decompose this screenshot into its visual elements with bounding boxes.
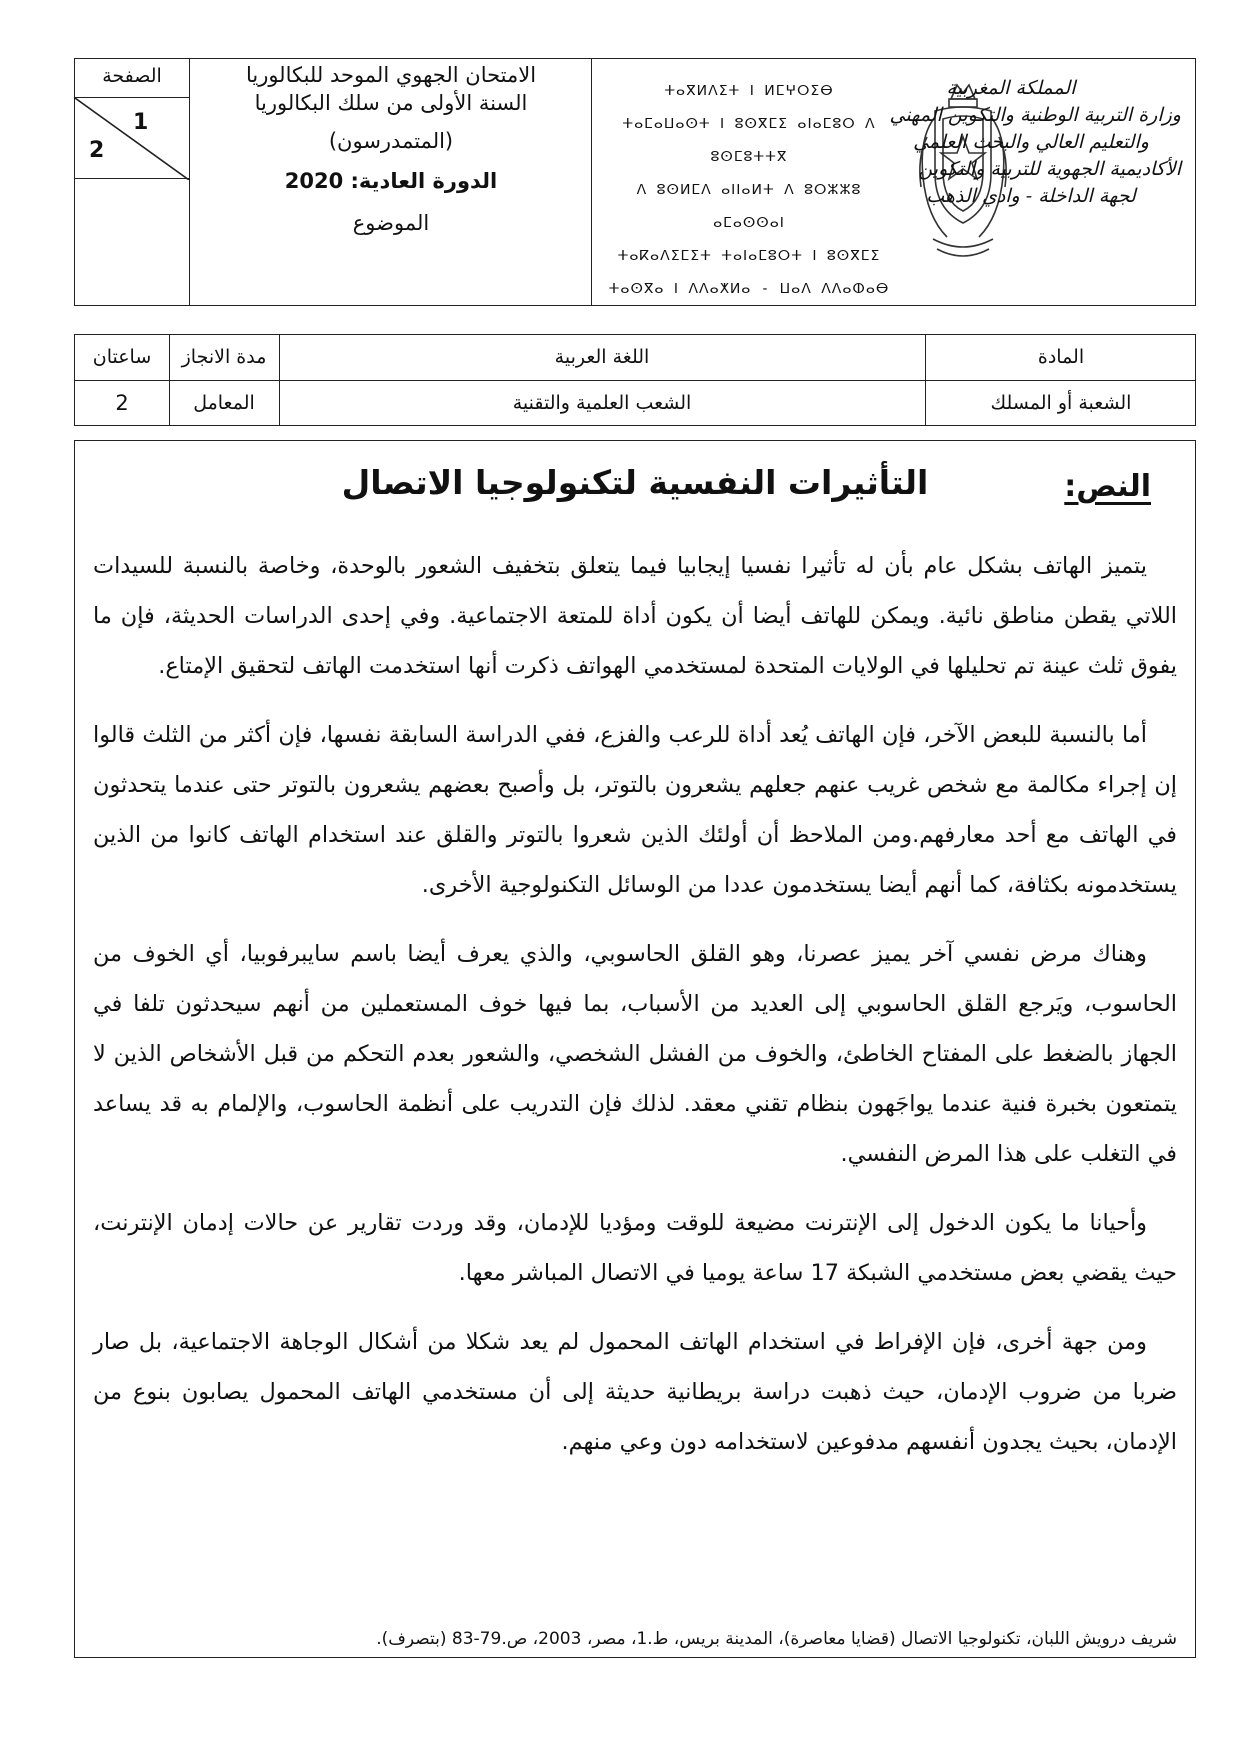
duration-label: مدة الانجاز bbox=[181, 346, 267, 368]
exam-year-level: السنة الأولى من سلك البكالوريا bbox=[254, 91, 528, 115]
ministry-name-arabic bbox=[881, 75, 1181, 210]
exam-header bbox=[74, 58, 1196, 306]
tifinagh-line: ⵜⴰⵙⴳⴰ ⵏ ⴷⴷⴰⵅⵍⴰ - ⵡⴰⴷ ⴷⴷⴰⵀⴰⴱ bbox=[608, 281, 890, 297]
paragraph: وأحيانا ما يكون الدخول إلى الإنترنت مضيعة للوقت ومؤديا للإدمان، وقد وردت تقارير عن حالات إدمان الإنترنت، حيث يقضي بعض مستخدمي الشبكة 17 ساعة يوميا في الاتصال المباشر معها. bbox=[93, 1210, 1177, 1286]
exam-candidates: (المتمدرسون) bbox=[328, 129, 454, 153]
tifinagh-line: ⵜⴰⵎⴰⵡⴰⵙⵜ ⵏ ⵓⵙⴳⵎⵉ ⴰⵏⴰⵎⵓⵔ ⴷ ⵓⵙⵎⵓⵜⵜⴳ bbox=[622, 116, 876, 165]
exam-session: الدورة العادية: 2020 bbox=[284, 169, 498, 193]
ministry-line: والتعليم العالي والبحث العلمي bbox=[913, 131, 1149, 153]
region-line: لجهة الداخلة - وادي الذهب bbox=[926, 185, 1136, 207]
branch-label: الشعبة أو المسلك bbox=[990, 392, 1132, 414]
reading-text-box bbox=[74, 440, 1196, 1658]
coefficient-value: 2 bbox=[115, 391, 129, 415]
paragraph: أما بالنسبة للبعض الآخر، فإن الهاتف يُعد أداة للرعب والفزع، ففي الدراسة السابقة نفسها، فإن أكثر من الثلث قالوا إن إجراء مكالمة مع شخص غريب عنهم جعلهم يشعرون بالتوتر، بل وأصبح بعضهم يشعرون بالتوتر حتى عندما يتحدثون في الهاتف مع أحد معارفهم.ومن الملاحظ أن أولئك الذين شعروا بالتوتر والقلق عند استخدام الهاتف كانوا من الذين يستخدمونه بكثافة، كما أنهم أيضا يستخدمون عددا من الوسائل التكنولوجية الأخرى. bbox=[93, 722, 1177, 898]
exam-info bbox=[191, 59, 591, 305]
paragraph: ومن جهة أخرى، فإن الإفراط في استخدام الهاتف المحمول لم يعد شكلا من أشكال الوجاهة الاجتماعية، بل صار ضربا من ضروب الإدمان، حيث ذهبت دراسة بريطانية حديثة إلى أن مستخدمي الهاتف المحمول يصابون بنوع من الإدمان، بحيث يجدون أنفسهم مدفوعين لاستخدامه دون وعي منهم. bbox=[93, 1329, 1177, 1455]
subject-label: المادة bbox=[1037, 346, 1085, 368]
exam-subject-label: الموضوع bbox=[352, 211, 430, 235]
branch-value: الشعب العلمية والتقنية bbox=[512, 392, 692, 414]
kingdom-name: المملكة المغربية bbox=[946, 77, 1076, 99]
ministry-line: وزارة التربية الوطنية والتكوين المهني bbox=[889, 104, 1181, 126]
text-label: النص: bbox=[1064, 469, 1151, 504]
source-citation: شريف درويش اللبان، تكنولوجيا الاتصال (قضايا معاصرة)، المدينة بريس، ط.1، مصر، 2003، ص.79-83 (بتصرف). bbox=[376, 1629, 1177, 1649]
academy-line: الأكاديمية الجهوية للتربية والتكوين bbox=[918, 158, 1181, 180]
ministry-name-tifinagh bbox=[599, 75, 899, 306]
page-label: الصفحة bbox=[102, 65, 162, 87]
text-title: التأثيرات النفسية لتكنولوجيا الاتصال bbox=[341, 463, 929, 502]
exam-title: الامتحان الجهوي الموحد للبكالوريا bbox=[245, 63, 537, 87]
tifinagh-line: ⵜⴰⴳⵍⴷⵉⵜ ⵏ ⵍⵎⵖⵔⵉⴱ bbox=[664, 83, 834, 99]
page-total: 2 bbox=[89, 138, 105, 163]
paragraph: يتميز الهاتف بشكل عام بأن له تأثيرا نفسيا إيجابيا فيما يتعلق بتخفيف الشعور بالوحدة، وخاصة بالنسبة للسيدات اللاتي يقطن مناطق نائية. ويمكن للهاتف أيضا أن يكون أداة للمتعة الاجتماعية. وفي إحدى الدراسات الحديثة، فإن ما يفوق ثلث عينة تم تحليلها في الولايات المتحدة لمستخدمي الهواتف ذكرت أنها استخدمت الهاتف لتحقيق الإمتاع. bbox=[93, 553, 1177, 679]
tifinagh-line: ⴷ ⵓⵙⵍⵎⴷ ⴰⵏⵏⴰⵍⵜ ⴷ ⵓⵔⵣⵣⵓ ⴰⵎⴰⵙⵙⴰⵏ bbox=[636, 182, 862, 231]
page-number-box bbox=[75, 97, 189, 179]
page-current: 1 bbox=[133, 110, 149, 135]
subject-table bbox=[74, 334, 1196, 426]
subject-value: اللغة العربية bbox=[554, 346, 650, 368]
page-number-cell bbox=[75, 59, 189, 305]
coefficient-label: المعامل bbox=[193, 392, 255, 414]
text-body bbox=[93, 541, 1177, 1486]
tifinagh-line: ⵜⴰⴽⴰⴷⵉⵎⵉⵜ ⵜⴰⵏⴰⵎⵓⵔⵜ ⵏ ⵓⵙⴳⵎⵉ bbox=[617, 248, 881, 264]
duration-value: ساعتان bbox=[92, 346, 152, 368]
paragraph: وهناك مرض نفسي آخر يميز عصرنا، وهو القلق الحاسوبي، والذي يعرف أيضا باسم سايبرفوبيا، أي الخوف من الحاسوب، ويَرجع القلق الحاسوبي إلى العديد من الأسباب، بما فيها خوف المستعملين من أنهم سيحدثون تلفا في الجهاز بالضغط على المفتاح الخاطئ، والخوف من الفشل الشخصي، والشعور بعدم التحكم من قبل الأشخاص الذين لا يتمتعون بخبرة فنية عندما يواجَهون بنظام تقني معقد. لذلك فإن التدريب على أنظمة الحاسوب، والإلمام به قد يساعد في التغلب على هذا المرض النفسي. bbox=[93, 941, 1177, 1167]
